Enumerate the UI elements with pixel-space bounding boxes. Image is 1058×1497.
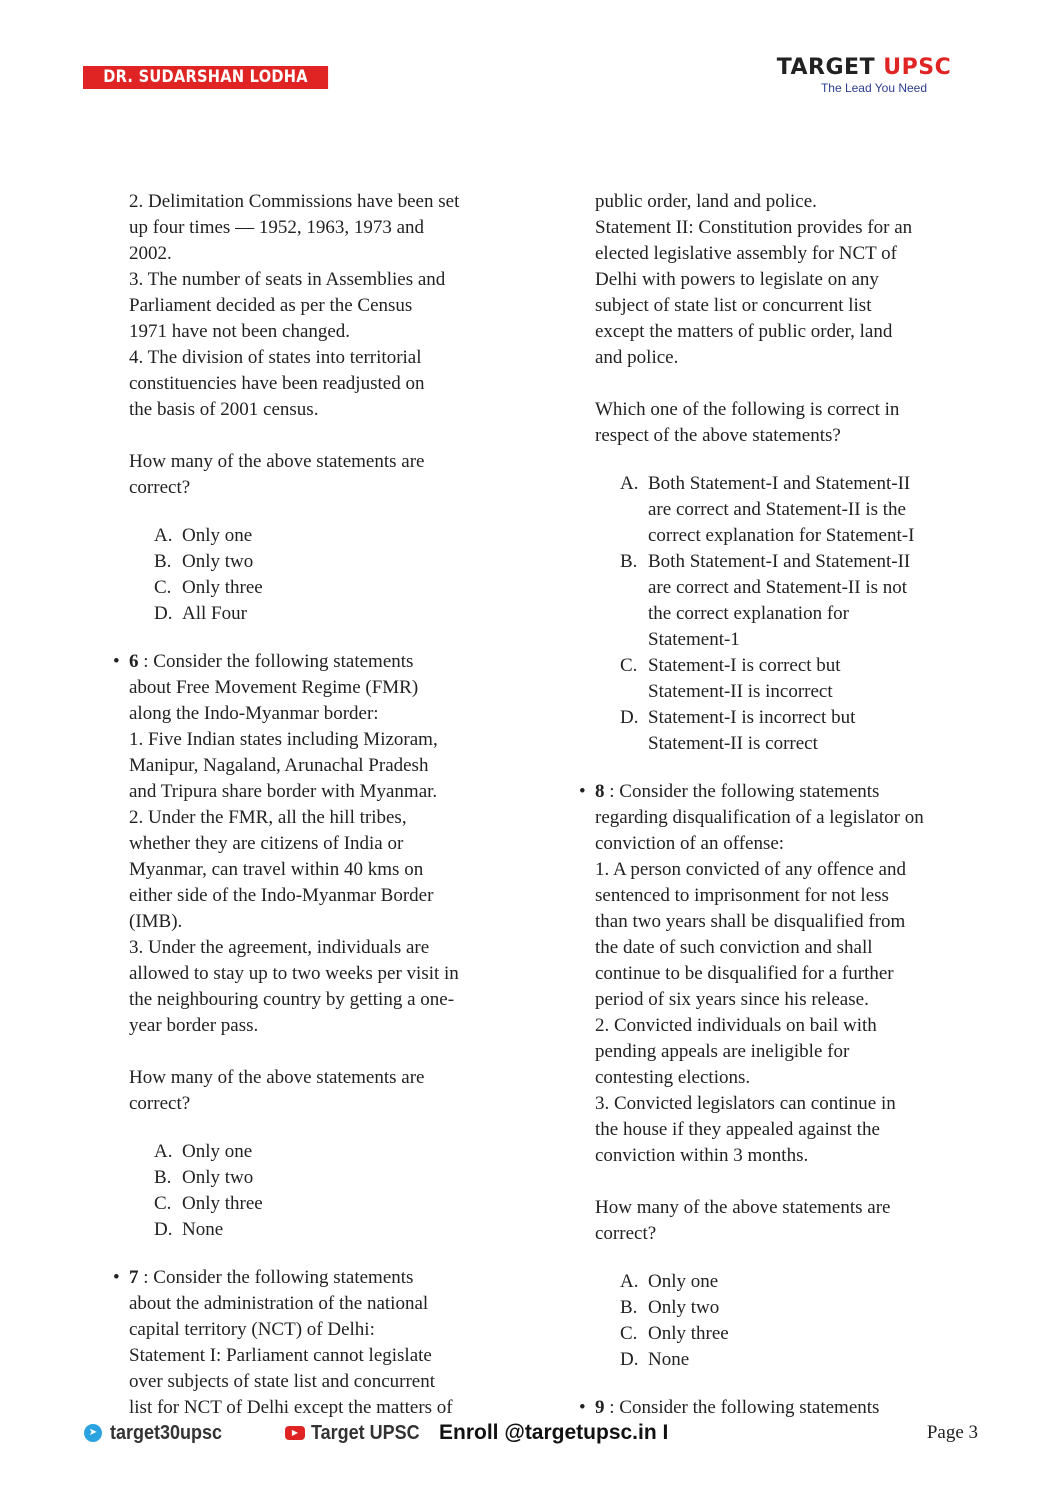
text-line: Only three [648,1323,729,1344]
text-line: regarding disqualification of a legislator on [595,807,924,828]
text-line: the basis of 2001 census. [129,399,319,420]
text-line: 2. Delimitation Commissions have been set [129,191,460,212]
telegram-handle[interactable]: target30upsc [110,1421,223,1444]
question-number: 9 [595,1397,605,1418]
option-letter: A. [154,1141,173,1162]
text-line: Statement-II is incorrect [648,681,833,702]
option-letter: D. [620,707,639,728]
text-line: the date of such conviction and shall [595,937,873,958]
text-line: Only two [648,1297,720,1318]
text-line: Statement-1 [648,629,740,650]
option-text [648,705,855,757]
text-line: 4. The division of states into territorial [129,347,422,368]
text-line: Both Statement-I and Statement-II [648,551,911,572]
text-line: period of six years since his release. [595,989,869,1010]
text-line: sentenced to imprisonment for not less [595,885,889,906]
option-item [154,1217,549,1243]
option-text [182,523,252,549]
text-line: How many of the above statements are [129,451,425,472]
option-text [648,1347,689,1373]
text-line: and police. [595,347,679,368]
paragraph [595,397,995,449]
text-line [129,649,549,675]
text-line: Delhi with powers to legislate on any [595,269,879,290]
text-line: Statement I: Parliament cannot legislate [129,1345,432,1366]
option-item [154,549,549,575]
question-text: : Consider the following statements [604,1397,880,1418]
text-line: along the Indo-Myanmar border: [129,703,379,724]
text-line: Statement II: Constitution provides for an [595,217,913,238]
question-number: 6 [129,651,139,672]
text-line: respect of the above statements? [595,425,841,446]
text-line: conviction within 3 months. [595,1145,809,1166]
option-letter: A. [620,473,639,494]
option-text [648,549,910,653]
option-text [648,471,914,549]
option-list [620,471,995,757]
option-letter: C. [154,1193,172,1214]
paragraph [129,449,549,501]
bullet-icon: • [113,651,120,672]
text-line: 3. Convicted legislators can continue in [595,1093,896,1114]
text-line: the neighbouring country by getting a one- [129,989,455,1010]
enroll-link[interactable]: Enroll @targetupsc.in I [439,1421,669,1444]
option-item [620,471,995,549]
text-line: conviction of an offense: [595,833,785,854]
option-item [620,1347,995,1373]
option-letter: B. [154,551,172,572]
option-letter: B. [154,1167,172,1188]
option-item [620,1295,995,1321]
option-text [182,549,253,575]
youtube-channel[interactable]: Target UPSC [311,1421,420,1444]
brand-logo-red: UPSC [883,55,952,80]
text-line: constituencies have been readjusted on [129,373,425,394]
brand-tagline: The Lead You Need [820,81,928,95]
option-letter: A. [620,1271,639,1292]
text-line: Parliament decided as per the Census [129,295,413,316]
text-line: correct explanation for Statement-I [648,525,915,546]
option-text [182,1217,223,1243]
text-line: Only one [182,1141,253,1162]
option-list [154,523,549,627]
text-line: about Free Movement Regime (FMR) [129,677,419,698]
text-line: 1. A person convicted of any offence and [595,859,906,880]
text-line: and Tripura share border with Myanmar. [129,781,438,802]
text-line: 2. Convicted individuals on bail with [595,1015,877,1036]
text-line: the correct explanation for [648,603,849,624]
text-line: 1. Five Indian states including Mizoram, [129,729,438,750]
option-item [620,653,995,705]
question-number: 7 [129,1267,139,1288]
text-line: Statement-II is correct [648,733,818,754]
text-line: Only two [182,551,254,572]
text-line: Statement-I is correct but [648,655,841,676]
text-line: about the administration of the national [129,1293,429,1314]
option-letter: D. [154,603,173,624]
text-line: Only one [182,525,253,546]
text-line: Only three [182,1193,263,1214]
text-line: correct? [129,1093,191,1114]
text-line [129,1265,549,1291]
text-line: None [182,1219,224,1240]
text-line: are correct and Statement-II is the [648,499,906,520]
option-text [182,1139,252,1165]
text-line [595,779,995,805]
text-line: correct? [129,477,191,498]
question-text: : Consider the following statements [138,651,414,672]
option-list [154,1139,549,1243]
option-letter: A. [154,525,173,546]
paragraph [595,1195,995,1247]
text-line: Both Statement-I and Statement-II [648,473,911,494]
question-text: : Consider the following statements [138,1267,414,1288]
question-block [579,1395,995,1421]
text-line: (IMB). [129,911,183,932]
text-line: except the matters of public order, land [595,321,893,342]
option-item [620,705,995,757]
option-item [154,601,549,627]
question-text: : Consider the following statements [604,781,880,802]
text-line [595,1395,995,1421]
text-line: either side of the Indo-Myanmar Border [129,885,434,906]
question-block [113,1265,549,1421]
text-line: are correct and Statement-II is not [648,577,908,598]
option-letter: C. [154,577,172,598]
text-line: list for NCT of Delhi except the matters of [129,1397,453,1418]
paragraph [595,189,995,371]
question-number: 8 [595,781,605,802]
text-line: Only two [182,1167,254,1188]
text-line: Myanmar, can travel within 40 kms on [129,859,424,880]
text-line: Only three [182,577,263,598]
youtube-icon[interactable]: ▶ [285,1426,305,1440]
text-line: Statement-I is incorrect but [648,707,856,728]
text-line: 2. Under the FMR, all the hill tribes, [129,807,407,828]
bullet-icon: • [579,781,586,802]
text-line: public order, land and police. [595,191,817,212]
option-text [648,653,841,705]
page-number: Page 3 [926,1422,978,1443]
text-line: 3. The number of seats in Assemblies and [129,269,446,290]
paragraph [129,189,549,423]
text-line: pending appeals are ineligible for [595,1041,850,1062]
option-item [620,1269,995,1295]
text-line: year border pass. [129,1015,259,1036]
text-line: correct? [595,1223,657,1244]
target-upsc-logo [773,55,955,95]
option-text [648,1295,719,1321]
left-column [113,189,549,1421]
option-item [154,1165,549,1191]
text-line: over subjects of state list and concurrent [129,1371,436,1392]
text-line: up four times — 1952, 1963, 1973 and [129,217,425,238]
option-letter: D. [620,1349,639,1370]
option-item [620,1321,995,1347]
right-column [579,189,995,1421]
option-item [154,523,549,549]
footer [84,1420,978,1446]
question-block [113,649,549,1039]
brand-logo-dark: TARGET [776,55,876,80]
option-text [648,1269,718,1295]
option-text [648,1321,729,1347]
option-text [182,575,263,601]
option-letter: C. [620,1323,638,1344]
text-line: How many of the above statements are [129,1067,425,1088]
text-line: 2002. [129,243,172,264]
text-line: Which one of the following is correct in [595,399,900,420]
text-line: elected legislative assembly for NCT of [595,243,897,264]
text-line: subject of state list or concurrent list [595,295,872,316]
telegram-icon[interactable]: ➤ [84,1424,102,1442]
option-item [154,575,549,601]
text-line: than two years shall be disqualified from [595,911,906,932]
option-item [154,1139,549,1165]
text-line: the house if they appealed against the [595,1119,880,1140]
option-item [154,1191,549,1217]
author-logo: DR. SUDARSHAN LODHA [83,66,328,89]
text-line: All Four [182,603,247,624]
bullet-icon: • [113,1267,120,1288]
text-line: 3. Under the agreement, individuals are [129,937,430,958]
text-line: How many of the above statements are [595,1197,891,1218]
text-line: allowed to stay up to two weeks per visit in [129,963,459,984]
text-line: continue to be disqualified for a further [595,963,894,984]
text-line: Manipur, Nagaland, Arunachal Pradesh [129,755,429,776]
option-text [182,1165,253,1191]
option-letter: D. [154,1219,173,1240]
paragraph [129,1065,549,1117]
option-letter: C. [620,655,638,676]
text-line: None [648,1349,690,1370]
option-item [620,549,995,653]
text-line: contesting elections. [595,1067,751,1088]
text-line: 1971 have not been changed. [129,321,351,342]
option-list [620,1269,995,1373]
bullet-icon: • [579,1397,586,1418]
option-letter: B. [620,551,638,572]
text-line: whether they are citizens of India or [129,833,404,854]
text-line: capital territory (NCT) of Delhi: [129,1319,375,1340]
question-block [579,779,995,1169]
option-letter: B. [620,1297,638,1318]
option-text [182,1191,263,1217]
option-text [182,601,247,627]
text-line: Only one [648,1271,719,1292]
